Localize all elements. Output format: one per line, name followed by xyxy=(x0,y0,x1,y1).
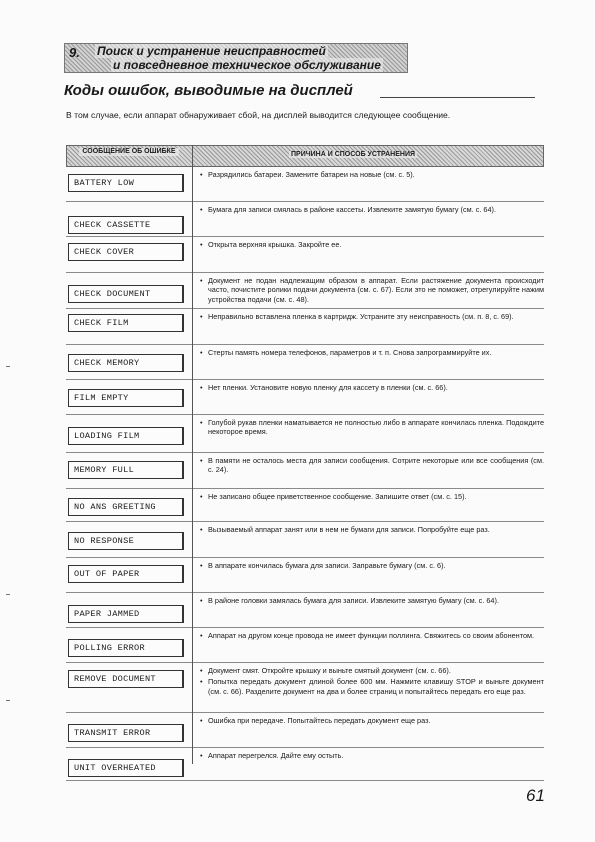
table-row xyxy=(66,522,544,558)
remedy-item: • Голубой рукав пленки наматывается не полностью либо в аппарате кончилась пленка. Подождите некоторое время. xyxy=(200,418,544,437)
table-row xyxy=(66,593,544,628)
column-header-cause: ПРИЧИНА И СПОСОБ УСТРАНЕНИЯ xyxy=(291,151,416,158)
cause-and-remedy xyxy=(200,525,544,534)
error-code: CHECK DOCUMENT xyxy=(68,285,184,303)
error-code: CHECK FILM xyxy=(68,314,184,332)
remedy-item: • Бумага для записи смялась в районе кассеты. Извлеките замятую бумагу (см. с. 64). xyxy=(200,205,544,214)
cause-and-remedy xyxy=(200,418,544,437)
error-code: MEMORY FULL xyxy=(68,461,184,479)
table-row xyxy=(66,415,544,453)
cause-and-remedy xyxy=(200,561,544,570)
remedy-item: • В районе головки замялась бумага для записи. Извлеките замятую бумагу (см. с. 64). xyxy=(200,596,544,605)
table-row xyxy=(66,237,544,273)
remedy-item: • Ошибка при передаче. Попытайтесь передать документ еще раз. xyxy=(200,716,544,725)
column-divider xyxy=(192,145,193,764)
remedy-item: • Разрядились батареи. Замените батареи на новые (см. с. 5). xyxy=(200,170,544,179)
remedy-item: • В аппарате кончилась бумага для записи. Заправьте бумагу (см. с. 6). xyxy=(200,561,544,570)
error-code: BATTERY LOW xyxy=(68,174,184,192)
table-row xyxy=(66,380,544,415)
remedy-item: • Аппарат перегрелся. Дайте ему остыть. xyxy=(200,751,544,760)
chapter-header xyxy=(64,43,408,73)
error-code: NO RESPONSE xyxy=(68,532,184,550)
error-code: CHECK CASSETTE xyxy=(68,216,184,234)
table-row xyxy=(66,167,544,202)
cause-and-remedy xyxy=(200,631,544,640)
table-row xyxy=(66,748,544,781)
cause-and-remedy xyxy=(200,276,544,304)
cause-and-remedy xyxy=(200,492,544,501)
error-code: PAPER JAMMED xyxy=(68,605,184,623)
title-rule xyxy=(380,97,535,98)
cause-and-remedy xyxy=(200,716,544,725)
cause-and-remedy xyxy=(200,205,544,214)
table-row xyxy=(66,273,544,309)
error-code: UNIT OVERHEATED xyxy=(68,759,184,777)
remedy-item: • Нет пленки. Установите новую пленку для кассету в пленки (см. с. 66). xyxy=(200,383,544,392)
table-header xyxy=(66,145,544,167)
cause-and-remedy xyxy=(200,240,544,249)
error-code: FILM EMPTY xyxy=(68,389,184,407)
page-number: 61 xyxy=(526,786,545,805)
cause-and-remedy xyxy=(200,312,544,321)
error-code: NO ANS GREETING xyxy=(68,498,184,516)
table-row xyxy=(66,309,544,345)
chapter-number: 9. xyxy=(69,45,80,60)
chapter-title-line-1: Поиск и устранение неисправностей xyxy=(97,44,326,58)
table-row xyxy=(66,345,544,380)
remedy-item: • Аппарат на другом конце провода не имеет функции поллинга. Свяжитесь со своим абонентом. xyxy=(200,631,544,640)
remedy-item: • Документ не подан надлежащим образом в аппарат. Если растяжение документа происходит часто, почистите ролики подачи документа (см. с. 67). Если это не поможет, отрегулируйте нажим устройства подачи (см. с. 48). xyxy=(200,276,544,304)
error-code: LOADING FILM xyxy=(68,427,184,445)
table-row xyxy=(66,202,544,237)
table-row xyxy=(66,453,544,489)
cause-and-remedy xyxy=(200,348,544,357)
chapter-title-line-2: и повседневное техническое обслуживание xyxy=(113,58,381,72)
cause-and-remedy xyxy=(200,170,544,179)
cause-and-remedy xyxy=(200,456,544,475)
table-row xyxy=(66,558,544,593)
error-code: TRANSMIT ERROR xyxy=(68,724,184,742)
remedy-item: • В памяти не осталось места для записи сообщения. Сотрите некоторые или все сообщения (см. с. 24). xyxy=(200,456,544,475)
cause-and-remedy xyxy=(200,596,544,605)
remedy-item: • Открыта верхняя крышка. Закройте ее. xyxy=(200,240,544,249)
table-row xyxy=(66,628,544,663)
error-codes-table xyxy=(66,145,544,781)
column-header-message: СООБЩЕНИЕ ОБ ОШИБКЕ xyxy=(79,148,179,156)
cause-and-remedy xyxy=(200,383,544,392)
error-code: REMOVE DOCUMENT xyxy=(68,670,184,688)
margin-mark xyxy=(6,594,10,595)
remedy-item: • Стерты память номера телефонов, параметров и т. п. Снова запрограммируйте их. xyxy=(200,348,544,357)
remedy-item: • Попытка передать документ длиной более 600 мм. Нажмите клавишу STOP и выньте документ (см. с. 66). Разделите документ на два и более страниц и попытайтесь передать его еще раз. xyxy=(200,677,544,696)
cause-and-remedy xyxy=(200,751,544,760)
table-row xyxy=(66,713,544,748)
section-title: Коды ошибок, выводимые на дисплей xyxy=(64,82,353,99)
remedy-item: • Вызываемый аппарат занят или в нем не бумаги для записи. Попробуйте еще раз. xyxy=(200,525,544,534)
margin-mark xyxy=(6,700,10,701)
error-code: OUT OF PAPER xyxy=(68,565,184,583)
table-body xyxy=(66,167,544,781)
error-code: CHECK MEMORY xyxy=(68,354,184,372)
table-row xyxy=(66,663,544,713)
error-code: CHECK COVER xyxy=(68,243,184,261)
margin-mark xyxy=(6,366,10,367)
table-row xyxy=(66,489,544,522)
intro-text: В том случае, если аппарат обнаруживает сбой, на дисплей выводится следующее сообщение. xyxy=(66,110,451,120)
remedy-item: • Документ смят. Откройте крышку и выньте смятый документ (см. с. 66). xyxy=(200,666,544,675)
remedy-item: • Неправильно вставлена пленка в картридж. Устраните эту неисправность (см. п. 8, с. 69). xyxy=(200,312,544,321)
cause-and-remedy xyxy=(200,666,544,696)
remedy-item: • Не записано общее приветственное сообщение. Запишите ответ (см. с. 15). xyxy=(200,492,544,501)
error-code: POLLING ERROR xyxy=(68,639,184,657)
